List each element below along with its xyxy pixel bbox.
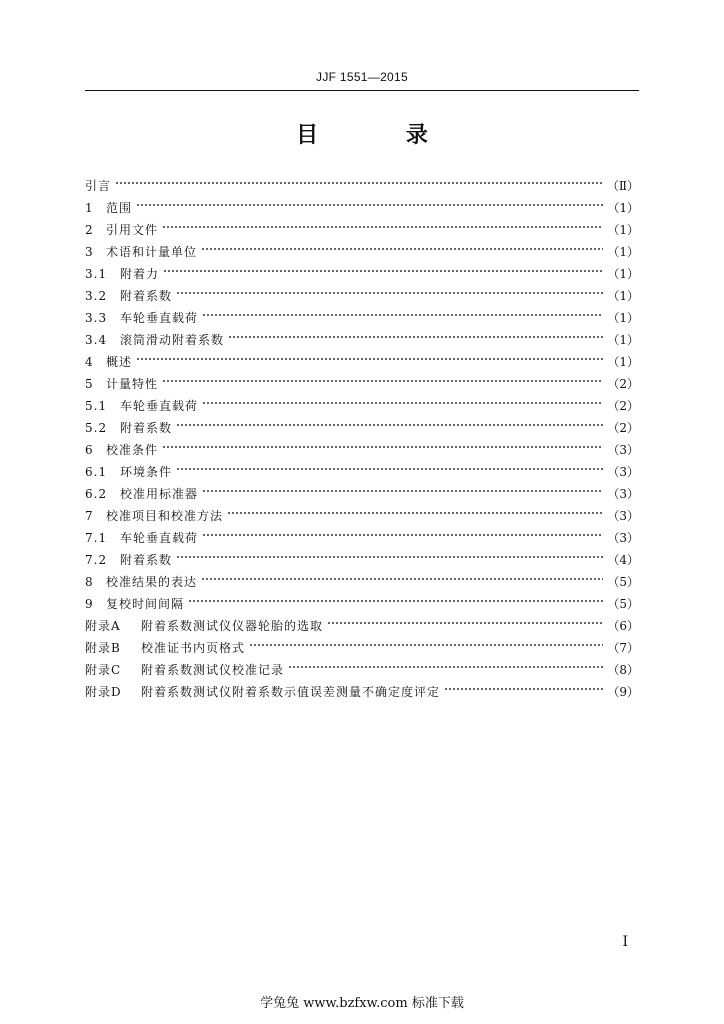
toc-entry-number: 附录D: [85, 685, 122, 699]
toc-entry-page: （8）: [607, 663, 639, 677]
toc-entry-label: 附着系数测试仪仪器轮胎的选取: [141, 619, 324, 633]
toc-entry-page: （3）: [607, 531, 639, 545]
toc-entry-number: 9: [85, 597, 94, 611]
toc-entry-label: 附着系数: [120, 421, 173, 435]
toc-entry-page: （6）: [607, 619, 639, 633]
toc-entry[interactable]: [85, 212, 639, 237]
toc-entry-label: 滚筒滑动附着系数: [120, 333, 225, 347]
toc-entry-number: 7.1: [85, 531, 108, 545]
toc-entry-label: 校准用标准器: [120, 487, 199, 501]
toc-entry[interactable]: [85, 168, 639, 193]
toc-dot-leader: [115, 168, 603, 190]
toc-entry-number: 8: [85, 575, 94, 589]
toc-entry-number: 6.1: [85, 465, 108, 479]
toc-entry-label: 附着系数测试仪校准记录: [141, 663, 285, 677]
toc-entry-page: （7）: [607, 641, 639, 655]
toc-entry[interactable]: [85, 344, 639, 369]
toc-entry[interactable]: [85, 278, 639, 303]
toc-dot-leader: [228, 322, 603, 344]
toc-entry-label: 范围: [106, 201, 133, 215]
toc-dot-leader: [288, 652, 603, 674]
toc-entry-number: 4: [85, 355, 94, 369]
toc-entry-number: 6: [85, 443, 94, 457]
toc-dot-leader: [176, 410, 603, 432]
toc-dot-leader: [176, 278, 603, 300]
toc-entry-page: （1）: [607, 201, 639, 215]
toc-entry-page: （Ⅱ）: [606, 179, 639, 193]
toc-dot-leader: [136, 190, 603, 212]
toc-entry[interactable]: [85, 256, 639, 281]
toc-entry-label: 附着系数: [120, 553, 173, 567]
toc-entry-page: （2）: [607, 421, 639, 435]
toc-entry-label: 附着力: [120, 267, 160, 281]
toc-entry-number: 3.4: [85, 333, 108, 347]
toc-entry-page: （1）: [607, 267, 639, 281]
toc-entry-label: 校准条件: [106, 443, 159, 457]
toc-title: 目 录: [296, 122, 468, 148]
toc-entry-number: 6.2: [85, 487, 108, 501]
toc-entry-page: （3）: [607, 443, 639, 457]
toc-entry[interactable]: [85, 388, 639, 413]
toc-entry[interactable]: [85, 454, 639, 479]
site-watermark: 学兔兔 www.bzfxw.com 标准下载: [260, 996, 464, 1011]
toc-entry-label: 车轮垂直载荷: [120, 311, 199, 325]
toc-entry-label: 概述: [106, 355, 133, 369]
toc-entry-page: （2）: [607, 399, 639, 413]
header-rule: [85, 90, 639, 91]
toc-dot-leader: [162, 212, 603, 234]
toc-entry-page: （4）: [607, 553, 639, 567]
toc-dot-leader: [176, 542, 603, 564]
toc-entry-label: 车轮垂直载荷: [120, 399, 199, 413]
toc-entry-label: 附着系数测试仪附着系数示值误差测量不确定度评定: [141, 685, 441, 699]
toc-entry-label: 附着系数: [120, 289, 173, 303]
toc-entry[interactable]: [85, 190, 639, 215]
toc-entry-label: 复校时间间隔: [106, 597, 185, 611]
toc-dot-leader: [176, 454, 603, 476]
toc-entry-page: （1）: [607, 223, 639, 237]
toc-entry-page: （5）: [607, 597, 639, 611]
toc-entry-number: 3.2: [85, 289, 108, 303]
toc-entry-page: （9）: [607, 685, 639, 699]
toc-entry-page: （3）: [607, 487, 639, 501]
toc-entry-number: 附录C: [85, 663, 122, 677]
toc-entry-label: 校准项目和校准方法: [106, 509, 224, 523]
toc-entry[interactable]: [85, 234, 639, 259]
toc-entry-number: 3.3: [85, 311, 108, 325]
toc-dot-leader: [188, 586, 603, 608]
toc-entry-page: （2）: [607, 377, 639, 391]
toc-entry-number: 3: [85, 245, 94, 259]
toc-entry-page: （1）: [607, 311, 639, 325]
toc-entry-page: （1）: [607, 355, 639, 369]
toc-entry-page: （3）: [607, 509, 639, 523]
toc-dot-leader: [249, 630, 603, 652]
toc-entry-label: 引言: [85, 179, 112, 193]
toc-entry[interactable]: [85, 432, 639, 457]
toc-entry-number: 7: [85, 509, 94, 523]
table-of-contents: [85, 168, 639, 699]
toc-entry-label: 校准证书内页格式: [141, 641, 246, 655]
toc-dot-leader: [227, 498, 603, 520]
toc-dot-leader: [202, 388, 603, 410]
toc-dot-leader: [327, 608, 603, 630]
toc-entry-number: 5.1: [85, 399, 108, 413]
toc-dot-leader: [162, 366, 603, 388]
toc-entry-label: 校准结果的表达: [106, 575, 198, 589]
toc-entry-number: 5: [85, 377, 94, 391]
toc-entry[interactable]: [85, 366, 639, 391]
toc-dot-leader: [202, 476, 603, 498]
toc-entry-page: （1）: [607, 245, 639, 259]
toc-entry-label: 环境条件: [120, 465, 173, 479]
toc-entry-page: （5）: [607, 575, 639, 589]
toc-entry-page: （1）: [607, 289, 639, 303]
toc-entry-page: （3）: [607, 465, 639, 479]
toc-entry-number: 3.1: [85, 267, 108, 281]
toc-entry-label: 计量特性: [106, 377, 159, 391]
toc-dot-leader: [201, 564, 603, 586]
page-number: I: [622, 934, 628, 950]
toc-dot-leader: [163, 256, 603, 278]
toc-dot-leader: [201, 234, 603, 256]
toc-entry-number: 附录B: [85, 641, 121, 655]
toc-entry-number: 5.2: [85, 421, 108, 435]
toc-entry-number: 1: [85, 201, 94, 215]
toc-dot-leader: [202, 300, 603, 322]
toc-entry-page: （1）: [607, 333, 639, 347]
toc-dot-leader: [202, 520, 603, 542]
toc-entry-label: 术语和计量单位: [106, 245, 198, 259]
document-code-header: JJF 1551—2015: [316, 70, 408, 84]
toc-entry-label: 车轮垂直载荷: [120, 531, 199, 545]
toc-entry-number: 2: [85, 223, 94, 237]
toc-dot-leader: [444, 674, 603, 696]
toc-dot-leader: [136, 344, 603, 366]
toc-entry-label: 引用文件: [106, 223, 159, 237]
toc-entry-number: 7.2: [85, 553, 108, 567]
toc-entry-number: 附录A: [85, 619, 121, 633]
toc-dot-leader: [162, 432, 603, 454]
